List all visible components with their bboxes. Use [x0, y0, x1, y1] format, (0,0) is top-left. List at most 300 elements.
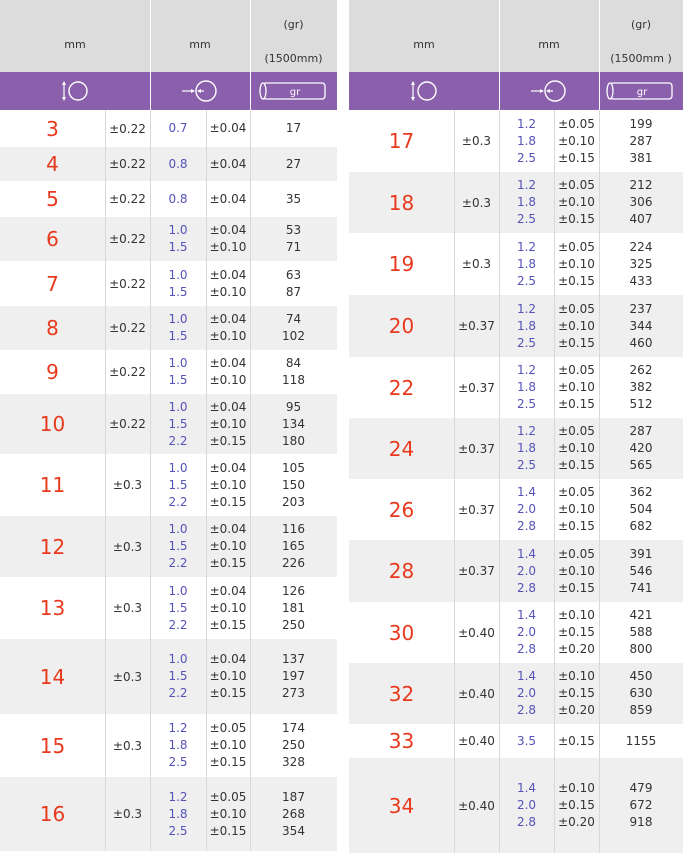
wall-thickness: 2.2 [168, 617, 188, 632]
table-row [0, 714, 337, 777]
tube-weight-icon-label: gr [289, 87, 300, 98]
weight: 460 [629, 335, 653, 350]
wall-thickness: 1.0 [168, 356, 188, 370]
wall-tolerance: ±0.04 [209, 191, 247, 206]
column-divider [150, 110, 151, 851]
wall-tolerance-column [554, 357, 599, 418]
wall-tolerance: ±0.05 [558, 546, 595, 561]
weight: 859 [629, 703, 653, 717]
wall-thickness: 1.2 [168, 721, 188, 735]
weight-column [250, 639, 337, 714]
left-icon-band [0, 72, 337, 110]
wall-tolerance-column [554, 295, 599, 357]
wall-thickness: 1.5 [168, 329, 188, 343]
weight-column [599, 110, 683, 172]
wall-thickness: 1.2 [516, 301, 537, 316]
wall-thickness: 2.8 [516, 642, 537, 656]
table-row [0, 394, 337, 454]
wall-tolerance-column [554, 663, 599, 724]
header-weight-cell [599, 0, 683, 72]
wall-tolerance-column [206, 454, 250, 516]
tube-weight-icon [257, 80, 331, 102]
wall-tolerance: ±0.10 [209, 373, 247, 387]
wall-thickness: 2.8 [516, 815, 537, 829]
weight-column [250, 714, 337, 777]
weight: 325 [629, 256, 653, 271]
outer-diameter: 17 [388, 129, 415, 153]
wall-tolerance-column [206, 577, 250, 639]
weight: 362 [629, 485, 653, 499]
weight: 262 [629, 363, 653, 377]
diameter-tolerance: ±0.37 [458, 564, 495, 578]
outer-diameter: 26 [388, 497, 415, 522]
table-row [349, 110, 683, 172]
wall-thickness: 2.2 [168, 494, 188, 509]
header-weight-unit: (gr) [283, 18, 304, 31]
wall-thickness: 1.2 [516, 363, 537, 377]
wall-tolerance-column [554, 724, 599, 758]
wall-thickness-column [499, 724, 554, 758]
wall-tolerance: ±0.20 [558, 642, 595, 656]
outer-diameter: 14 [39, 664, 66, 689]
wall-thickness-icon [527, 78, 571, 104]
wall-tolerance: ±0.10 [558, 441, 595, 455]
weight-column [599, 418, 683, 479]
wall-tolerance: ±0.10 [209, 329, 247, 343]
weight-column [599, 233, 683, 295]
header-od-cell [349, 0, 500, 72]
wall-tolerance: ±0.15 [558, 397, 595, 411]
wall-tolerance: ±0.15 [558, 335, 595, 350]
wall-thickness: 1.5 [168, 477, 188, 492]
wall-tolerance: ±0.05 [558, 424, 595, 438]
outer-diameter: 33 [388, 729, 415, 753]
weight-column [599, 295, 683, 357]
weight: 87 [285, 284, 302, 299]
weight: 682 [629, 519, 653, 533]
wall-thickness: 2.5 [168, 755, 188, 769]
wall-thickness: 1.5 [168, 600, 188, 615]
tube-weight-icon [604, 80, 678, 102]
weight: 306 [629, 195, 653, 209]
weight: 1155 [625, 733, 657, 748]
diameter-tolerance: ±0.3 [461, 257, 492, 271]
wall-thickness-column [499, 602, 554, 663]
wall-tolerance: ±0.15 [558, 273, 595, 288]
weight-column [250, 147, 337, 181]
weight: 224 [629, 239, 653, 254]
wall-thickness: 1.5 [168, 669, 188, 683]
weight-column [250, 394, 337, 454]
wall-thickness: 1.0 [168, 399, 188, 414]
wall-tolerance: ±0.15 [209, 494, 247, 509]
right-icon-band [349, 72, 683, 110]
weight: 27 [285, 156, 302, 171]
wall-tolerance-column [554, 758, 599, 853]
weight: 546 [629, 563, 653, 578]
weight-column [250, 261, 337, 306]
wall-thickness: 2.5 [516, 150, 537, 165]
wall-thickness: 1.8 [168, 738, 188, 752]
wall-tolerance: ±0.15 [558, 458, 595, 472]
outer-diameter: 30 [388, 620, 415, 645]
wall-tolerance: ±0.15 [209, 617, 247, 632]
outer-diameter-icon [407, 78, 441, 104]
weight-column [599, 479, 683, 540]
wall-thickness: 1.5 [168, 240, 188, 254]
weight: 71 [285, 240, 302, 254]
wall-thickness: 1.8 [516, 133, 537, 148]
wall-tolerance-column [206, 394, 250, 454]
wall-thickness: 1.4 [516, 669, 537, 683]
weight: 268 [282, 806, 305, 821]
weight-column [250, 516, 337, 577]
header-length: (1500mm ) [610, 52, 672, 65]
diameter-tolerance: ±0.3 [461, 134, 492, 148]
wall-thickness: 2.0 [516, 686, 537, 700]
weight: 63 [285, 267, 302, 282]
weight: 116 [282, 522, 305, 536]
table-row [349, 418, 683, 479]
table-row [0, 110, 337, 147]
wall-thickness-column [150, 181, 206, 217]
table-row [349, 233, 683, 295]
table-row [349, 724, 683, 758]
wall-thickness: 1.8 [516, 441, 537, 455]
wall-thickness: 2.2 [168, 433, 188, 448]
outer-diameter: 15 [39, 733, 66, 758]
wall-tolerance-column [554, 602, 599, 663]
wall-tolerance: ±0.10 [209, 416, 247, 431]
wall-thickness: 2.5 [516, 397, 537, 411]
header-wall-cell [499, 0, 600, 72]
wall-thickness: 0.8 [168, 156, 188, 171]
tube-weight-icon-label: gr [636, 87, 648, 98]
wall-thickness: 1.2 [516, 116, 537, 131]
weight: 287 [629, 133, 653, 148]
table-row [349, 172, 683, 233]
diameter-tolerance: ±0.37 [458, 380, 495, 395]
column-divider [250, 110, 251, 851]
wall-tolerance: ±0.15 [558, 212, 595, 226]
table-row [0, 777, 337, 851]
wall-tolerance: ±0.10 [209, 240, 247, 254]
wall-thickness: 1.2 [168, 789, 188, 804]
wall-thickness: 1.0 [168, 652, 188, 666]
diameter-tolerance: ±0.3 [112, 669, 143, 684]
weight-column [250, 306, 337, 350]
weight: 588 [629, 625, 653, 639]
outer-diameter: 32 [388, 681, 415, 706]
weight-column [250, 110, 337, 147]
wall-tolerance-column [206, 639, 250, 714]
weight: 181 [282, 600, 305, 615]
wall-thickness-column [150, 261, 206, 306]
wall-tolerance: ±0.04 [209, 522, 247, 536]
column-divider [599, 110, 600, 853]
wall-thickness: 1.5 [168, 539, 188, 553]
wall-thickness-column [499, 540, 554, 602]
weight: 382 [629, 380, 653, 394]
wall-tolerance: ±0.15 [558, 798, 595, 812]
wall-thickness-column [150, 454, 206, 516]
table-row [349, 540, 683, 602]
wall-tolerance: ±0.10 [558, 195, 595, 209]
wall-tolerance: ±0.10 [209, 477, 247, 492]
wall-thickness-column [150, 350, 206, 394]
wall-tolerance-column [206, 181, 250, 217]
wall-tolerance: ±0.04 [209, 652, 247, 666]
wall-icon-cell [499, 72, 600, 110]
wall-tolerance-column [206, 217, 250, 261]
wall-tolerance-column [206, 714, 250, 777]
wall-thickness: 2.5 [516, 273, 537, 288]
outer-diameter: 11 [39, 473, 66, 497]
wall-thickness: 3.5 [516, 733, 537, 748]
outer-diameter: 13 [39, 596, 66, 620]
header-od-unit: mm [64, 38, 86, 51]
header-od-cell [0, 0, 151, 72]
wall-tolerance: ±0.04 [209, 356, 247, 370]
weight: 250 [282, 617, 305, 632]
weight-column [250, 577, 337, 639]
weight: 203 [282, 494, 305, 509]
outer-diameter: 12 [39, 534, 66, 559]
wall-thickness: 2.0 [516, 798, 537, 812]
weight-column [250, 181, 337, 217]
weight: 407 [629, 212, 653, 226]
weight-column [250, 217, 337, 261]
weight-column [250, 350, 337, 394]
wall-thickness: 2.5 [516, 212, 537, 226]
header-length: (1500mm) [264, 52, 323, 65]
wall-tolerance: ±0.10 [558, 608, 595, 622]
weight-column [599, 540, 683, 602]
weight-column [599, 357, 683, 418]
wall-thickness-column [499, 663, 554, 724]
diameter-tolerance: ±0.22 [109, 321, 146, 335]
weight: 53 [285, 223, 302, 237]
wall-tolerance: ±0.15 [558, 150, 595, 165]
weight: 450 [629, 669, 653, 683]
weight: 197 [282, 669, 305, 683]
wall-thickness: 2.8 [516, 703, 537, 717]
wall-thickness-column [150, 777, 206, 851]
diameter-tolerance: ±0.22 [109, 417, 146, 431]
diameter-tolerance: ±0.37 [458, 319, 495, 333]
weight: 918 [629, 815, 653, 829]
wall-thickness: 2.2 [168, 556, 188, 570]
wall-thickness-column [150, 639, 206, 714]
wall-thickness-column [499, 758, 554, 853]
outer-diameter: 34 [388, 793, 415, 818]
wall-tolerance: ±0.05 [558, 116, 595, 131]
weight: 328 [282, 755, 305, 769]
right-header [349, 0, 683, 72]
weight-icon-cell [599, 72, 683, 110]
wall-tolerance-column [206, 110, 250, 147]
wall-thickness: 1.4 [516, 485, 537, 499]
weight: 512 [629, 397, 653, 411]
diameter-tolerance: ±0.37 [458, 441, 495, 456]
table-row [349, 357, 683, 418]
outer-diameter: 8 [46, 316, 59, 340]
wall-thickness: 1.0 [168, 522, 188, 536]
diameter-tolerance: ±0.22 [109, 276, 146, 291]
weight: 344 [629, 318, 653, 333]
wall-tolerance: ±0.05 [558, 301, 595, 316]
table-row [0, 306, 337, 350]
outer-diameter: 5 [46, 187, 59, 211]
weight: 212 [629, 178, 653, 192]
wall-tolerance: ±0.15 [558, 580, 595, 595]
weight: 35 [285, 191, 302, 206]
wall-thickness-icon [178, 78, 222, 104]
wall-icon-cell [150, 72, 251, 110]
wall-thickness: 2.8 [516, 580, 537, 595]
weight: 433 [629, 273, 653, 288]
header-wall-unit: mm [189, 38, 211, 51]
wall-tolerance: ±0.10 [209, 806, 247, 821]
wall-tolerance-column [554, 233, 599, 295]
wall-tolerance: ±0.05 [558, 363, 595, 377]
weight-icon-cell [250, 72, 337, 110]
table-row [349, 663, 683, 724]
outer-diameter: 3 [46, 116, 59, 141]
wall-thickness: 1.4 [516, 608, 537, 622]
weight: 165 [282, 539, 305, 553]
diameter-tolerance: ±0.22 [109, 365, 146, 379]
table-row [0, 350, 337, 394]
table-row [349, 295, 683, 357]
table-row [0, 217, 337, 261]
wall-tolerance: ±0.10 [558, 318, 595, 333]
diameter-tolerance: ±0.40 [458, 625, 495, 640]
diameter-tolerance: ±0.3 [112, 478, 143, 492]
weight: 237 [629, 301, 653, 316]
wall-tolerance: ±0.04 [209, 121, 247, 135]
wall-thickness-column [150, 394, 206, 454]
wall-thickness-column [499, 357, 554, 418]
weight: 226 [282, 556, 305, 570]
outer-diameter: 4 [46, 152, 59, 176]
table-row [0, 261, 337, 306]
od-icon-cell [0, 72, 151, 110]
wall-thickness: 1.0 [168, 460, 188, 475]
wall-tolerance: ±0.05 [209, 721, 247, 735]
wall-tolerance: ±0.10 [558, 502, 595, 516]
wall-thickness-column [499, 233, 554, 295]
wall-tolerance: ±0.10 [558, 380, 595, 394]
outer-diameter: 28 [388, 559, 415, 583]
wall-thickness: 2.0 [516, 502, 537, 516]
diameter-tolerance: ±0.37 [458, 502, 495, 517]
wall-tolerance: ±0.10 [209, 738, 247, 752]
wall-tolerance: ±0.15 [209, 686, 247, 700]
wall-thickness-column [499, 418, 554, 479]
diameter-tolerance: ±0.3 [112, 738, 143, 753]
diameter-tolerance: ±0.22 [109, 121, 146, 136]
wall-thickness: 1.2 [516, 178, 537, 192]
wall-tolerance: ±0.20 [558, 703, 595, 717]
wall-tolerance-column [554, 172, 599, 233]
column-divider [554, 110, 555, 853]
wall-tolerance: ±0.04 [209, 223, 247, 237]
wall-thickness-column [150, 714, 206, 777]
wall-tolerance: ±0.20 [558, 815, 595, 829]
diameter-tolerance: ±0.22 [109, 157, 146, 171]
wall-tolerance: ±0.04 [209, 460, 247, 475]
table-row [0, 639, 337, 714]
wall-thickness: 2.8 [516, 519, 537, 533]
weight: 118 [282, 373, 305, 387]
wall-tolerance: ±0.15 [209, 556, 247, 570]
outer-diameter: 22 [388, 375, 415, 400]
wall-tolerance: ±0.05 [558, 178, 595, 192]
header-weight-cell [250, 0, 337, 72]
wall-tolerance: ±0.10 [558, 563, 595, 578]
wall-thickness: 1.8 [516, 380, 537, 394]
diameter-tolerance: ±0.3 [112, 539, 143, 554]
wall-tolerance: ±0.04 [209, 156, 247, 171]
wall-thickness: 1.5 [168, 284, 188, 299]
wall-thickness-column [499, 479, 554, 540]
left-spec-table [0, 0, 337, 857]
table-row [349, 602, 683, 663]
weight: 354 [282, 823, 305, 838]
weight: 134 [282, 416, 305, 431]
table-row [0, 516, 337, 577]
wall-thickness: 0.8 [168, 191, 188, 206]
wall-tolerance: ±0.05 [558, 485, 595, 499]
wall-thickness: 1.5 [168, 373, 188, 387]
header-od-unit: mm [413, 38, 435, 51]
wall-tolerance-column [206, 261, 250, 306]
wall-tolerance-column [554, 479, 599, 540]
wall-thickness: 1.2 [516, 239, 537, 254]
right-spec-table [349, 0, 683, 857]
weight-column [599, 758, 683, 853]
wall-tolerance-column [206, 516, 250, 577]
diameter-tolerance: ±0.22 [109, 232, 146, 246]
wall-tolerance: ±0.04 [209, 399, 247, 414]
wall-thickness: 1.4 [516, 781, 537, 795]
weight: 287 [629, 424, 653, 438]
diameter-tolerance: ±0.40 [458, 686, 495, 701]
table-gap [337, 0, 349, 857]
weight-column [599, 663, 683, 724]
wall-thickness: 1.8 [168, 806, 188, 821]
wall-thickness: 1.5 [168, 416, 188, 431]
wall-tolerance: ±0.04 [209, 312, 247, 326]
wall-thickness-column [150, 577, 206, 639]
wall-thickness-column [150, 110, 206, 147]
wall-thickness: 1.8 [516, 195, 537, 209]
wall-tolerance: ±0.15 [558, 733, 595, 748]
weight: 137 [282, 652, 305, 666]
wall-tolerance: ±0.10 [209, 284, 247, 299]
weight: 565 [629, 458, 653, 472]
weight: 421 [629, 608, 653, 622]
outer-diameter: 16 [39, 802, 66, 826]
weight: 672 [629, 798, 653, 812]
outer-diameter: 18 [388, 190, 415, 215]
wall-tolerance: ±0.04 [209, 583, 247, 598]
outer-diameter: 24 [388, 436, 415, 461]
wall-thickness-column [150, 147, 206, 181]
wall-tolerance: ±0.10 [209, 669, 247, 683]
table-row [0, 577, 337, 639]
